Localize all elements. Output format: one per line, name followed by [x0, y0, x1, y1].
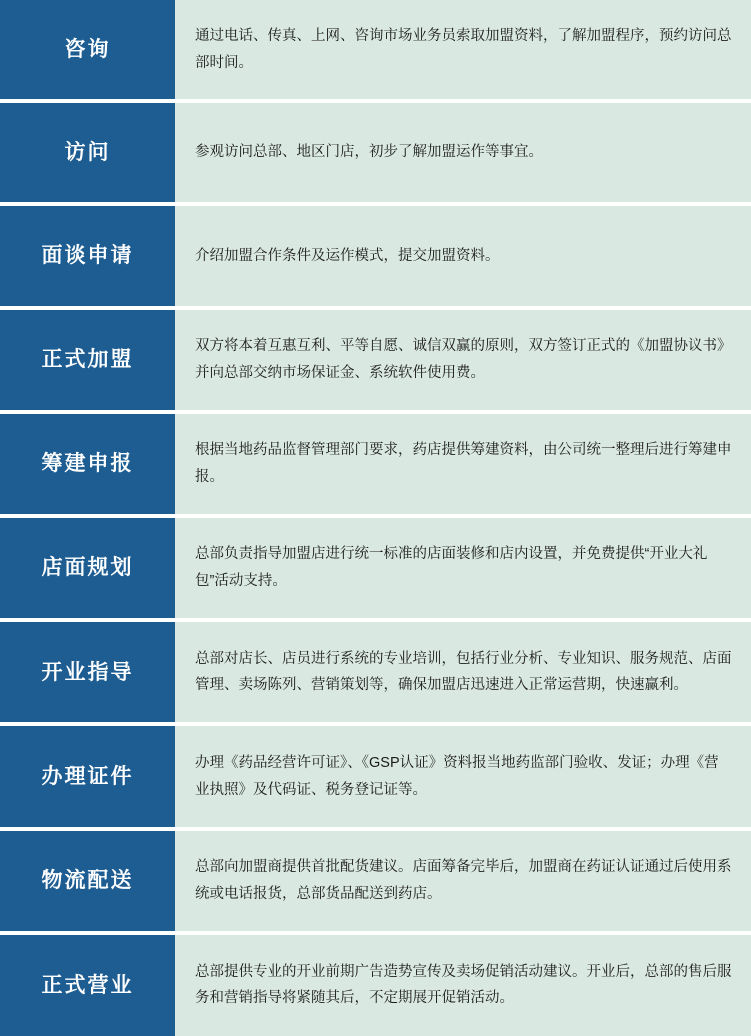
process-step-row [0, 518, 751, 618]
step-description-preparation-filing [175, 414, 751, 514]
step-label-visit [0, 103, 175, 202]
step-description-text: 根据当地药品监督管理部门要求，药店提供筹建资料，由公司统一整理后进行筹建申报。 [195, 442, 732, 485]
step-label-text: 咨询 [64, 37, 111, 61]
step-label-text: 物流配送 [41, 869, 134, 893]
step-label-opening-guidance [0, 622, 175, 722]
step-description-text: 总部对店长、店员进行系统的专业培训，包括行业分析、专业知识、服务规范、店面管理、卖场陈列、营销策划等，确保加盟店迅速进入正常运营期，快速赢利。 [195, 650, 732, 694]
step-description-formal-join [175, 310, 751, 410]
step-description-text: 总部向加盟商提供首批配货建议。店面筹备完毕后，加盟商在药证认证通过后使用系统或电话报货，总部货品配送到药店。 [195, 858, 732, 902]
step-label-preparation-filing [0, 414, 175, 514]
step-description-text: 总部负责指导加盟店进行统一标准的店面装修和店内设置，并免费提供“开业大礼包”活动支持。 [195, 546, 708, 590]
step-label-text: 开业指导 [41, 660, 134, 684]
step-description-text: 办理《药品经营许可证》、《GSP认证》资料报当地药监部门验收、发证；办理《营业执照》及代码证、税务登记证等。 [195, 754, 719, 798]
step-label-store-planning [0, 518, 175, 618]
process-step-row [0, 831, 751, 931]
step-description-text: 介绍加盟合作条件及运作模式，提交加盟资料。 [195, 247, 500, 264]
step-label-formal-join [0, 310, 175, 410]
step-label-consult [0, 0, 175, 99]
step-label-text: 正式营业 [41, 973, 134, 997]
step-description-text: 总部提供专业的开业前期广告造势宣传及卖场促销活动建议。开业后，总部的售后服务和营销指导将紧随其后，不定期展开促销活动。 [195, 963, 732, 1007]
step-description-logistics-distribution [175, 831, 751, 931]
step-description-visit [175, 103, 751, 202]
step-description-text: 参观访问总部、地区门店，初步了解加盟运作等事宜。 [195, 144, 543, 161]
process-step-row [0, 206, 751, 305]
process-step-row [0, 935, 751, 1036]
step-description-text: 通过电话、传真、上网、咨询市场业务员索取加盟资料，了解加盟程序，预约访问总部时间。 [195, 27, 732, 71]
step-description-consult [175, 0, 751, 99]
step-description-opening-guidance [175, 622, 751, 722]
step-label-text: 访问 [64, 141, 111, 165]
step-label-text: 店面规划 [41, 556, 134, 580]
process-step-row [0, 622, 751, 722]
step-label-text: 正式加盟 [41, 348, 134, 372]
step-label-text: 办理证件 [41, 764, 134, 788]
step-description-official-opening [175, 935, 751, 1036]
process-step-row [0, 310, 751, 410]
process-step-row [0, 726, 751, 826]
step-label-text: 筹建申报 [41, 452, 134, 476]
step-description-interview-application [175, 206, 751, 305]
step-label-certificate-processing [0, 726, 175, 826]
step-description-certificate-processing [175, 726, 751, 826]
step-description-store-planning [175, 518, 751, 618]
step-description-text: 双方将本着互惠互利、平等自愿、诚信双赢的原则，双方签订正式的《加盟协议书》并向总部交纳市场保证金、系统软件使用费。 [195, 337, 732, 381]
process-step-row [0, 414, 751, 514]
step-label-text: 面谈申请 [41, 244, 134, 268]
step-label-official-opening [0, 935, 175, 1036]
process-step-row [0, 0, 751, 99]
process-step-row [0, 103, 751, 202]
step-label-interview-application [0, 206, 175, 305]
step-label-logistics-distribution [0, 831, 175, 931]
